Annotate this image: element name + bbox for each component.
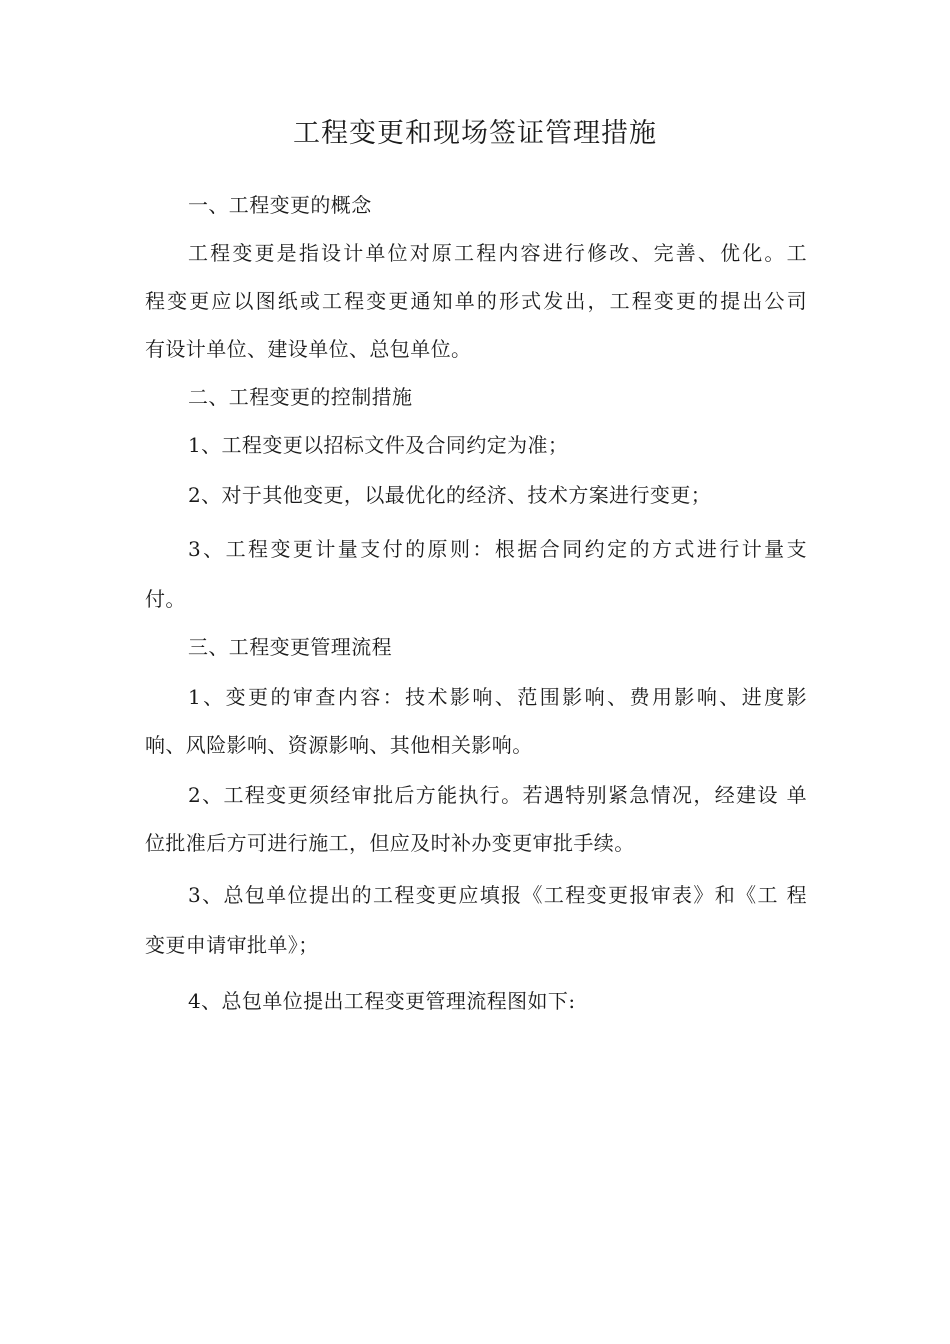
document-title: 工程变更和现场签证管理措施 xyxy=(293,118,657,149)
list-item: 2、对于其他变更，以最优化的经济、技术方案进行变更； xyxy=(188,483,712,507)
list-item-continuation: 变更申请审批单》； xyxy=(145,933,319,957)
list-item: 1、工程变更以招标文件及合同约定为准； xyxy=(188,433,569,457)
list-item-continuation: 响、风险影响、资源影响、其他相关影响。 xyxy=(145,733,533,757)
list-item-continuation: 位批准后方可进行施工，但应及时补办变更审批手续。 xyxy=(145,831,635,855)
list-item: 3、工程变更计量支付的原则：根据合同约定的方式进行计量支 xyxy=(188,537,807,561)
paragraph-line: 工程变更是指设计单位对原工程内容进行修改、完善、优化。工 xyxy=(188,241,807,265)
list-item-continuation: 付。 xyxy=(145,587,186,611)
section-heading-3: 三、工程变更管理流程 xyxy=(188,635,392,659)
list-item: 3、总包单位提出的工程变更应填报《工程变更报审表》和《工 程 xyxy=(188,883,807,907)
paragraph-line: 有设计单位、建设单位、总包单位。 xyxy=(145,337,472,361)
list-item: 4、总包单位提出工程变更管理流程图如下: xyxy=(188,989,576,1013)
list-item: 2、工程变更须经审批后方能执行。若遇特别紧急情况，经建设 单 xyxy=(188,783,807,807)
list-item: 1、变更的审查内容：技术影响、范围影响、费用影响、进度影 xyxy=(188,685,807,709)
section-heading-1: 一、工程变更的概念 xyxy=(188,193,372,217)
paragraph-line: 程变更应以图纸或工程变更通知单的形式发出，工程变更的提出公司 xyxy=(145,289,807,313)
section-heading-2: 二、工程变更的控制措施 xyxy=(188,385,413,409)
